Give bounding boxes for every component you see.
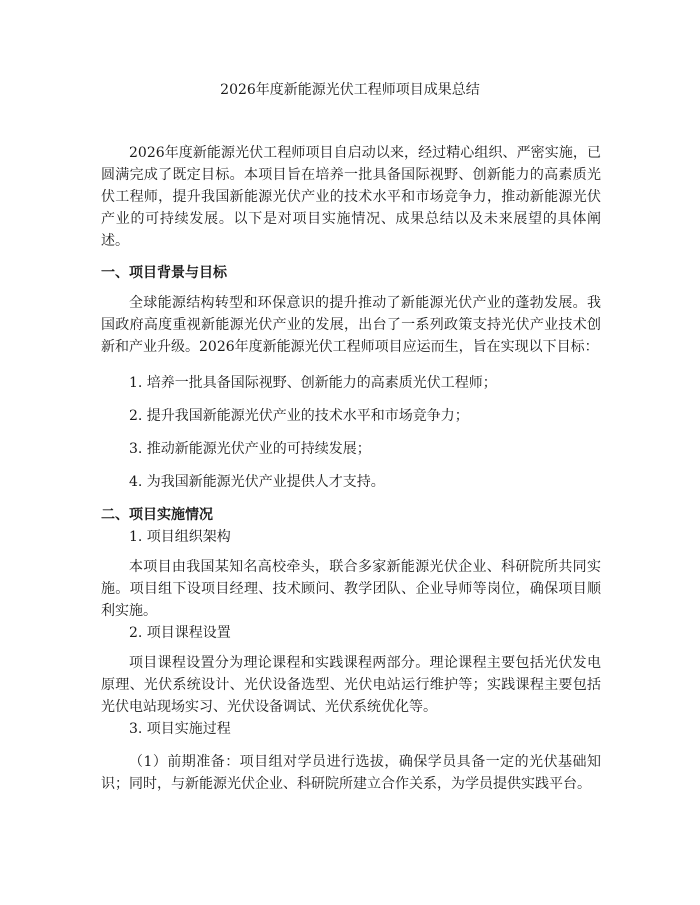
subsection-2-text: 项目课程设置分为理论课程和实践课程两部分。理论课程主要包括光伏发电原理、光伏系统设计、光伏设备选型、光伏电站运行维护等；实践课程主要包括光伏电站现场实习、光伏设备调试、光伏系统优化等。	[101, 655, 601, 715]
section-2-heading: 二、项目实施情况	[101, 507, 213, 523]
subsection-3-text: （1）前期准备：项目组对学员进行选拔，确保学员具备一定的光伏基础知识；同时，与新能源光伏企业、科研院所建立合作关系，为学员提供实践平台。	[101, 754, 601, 792]
subsection-2-title: 2. 项目课程设置	[129, 625, 231, 641]
subsection-3-title: 3. 项目实施过程	[129, 721, 231, 737]
goal-item: 4. 为我国新能源光伏产业提供人才支持。	[129, 474, 385, 490]
goal-item: 3. 推动新能源光伏产业的可持续发展；	[129, 441, 371, 457]
intro-paragraph: 2026年度新能源光伏工程师项目自启动以来，经过精心组织、严密实施，已圆满完成了既定目标。本项目旨在培养一批具备国际视野、创新能力的高素质光伏工程师，提升我国新能源光伏产业的技术水平和市场竞争力，推动新能源光伏产业的可持续发展。以下是对项目实施情况、成果总结以及未来展望的具体阐述。	[101, 145, 601, 249]
document-title: 2026年度新能源光伏工程师项目成果总结	[220, 82, 480, 98]
section-1-paragraph: 全球能源结构转型和环保意识的提升推动了新能源光伏产业的蓬勃发展。我国政府高度重视新能源光伏产业的发展，出台了一系列政策支持光伏产业技术创新和产业升级。2026年度新能源光伏工程师项目应运而生，旨在实现以下目标：	[101, 295, 601, 355]
subsection-1-text: 本项目由我国某知名高校牵头，联合多家新能源光伏企业、科研院所共同实施。项目组下设项目经理、技术顾问、教学团队、企业导师等岗位，确保项目顺利实施。	[101, 559, 601, 619]
goal-item: 1. 培养一批具备国际视野、创新能力的高素质光伏工程师；	[129, 375, 497, 391]
goal-item: 2. 提升我国新能源光伏产业的技术水平和市场竞争力；	[129, 408, 469, 424]
section-1-heading: 一、项目背景与目标	[101, 265, 227, 281]
subsection-1-title: 1. 项目组织架构	[129, 529, 231, 545]
document-body	[101, 142, 601, 795]
